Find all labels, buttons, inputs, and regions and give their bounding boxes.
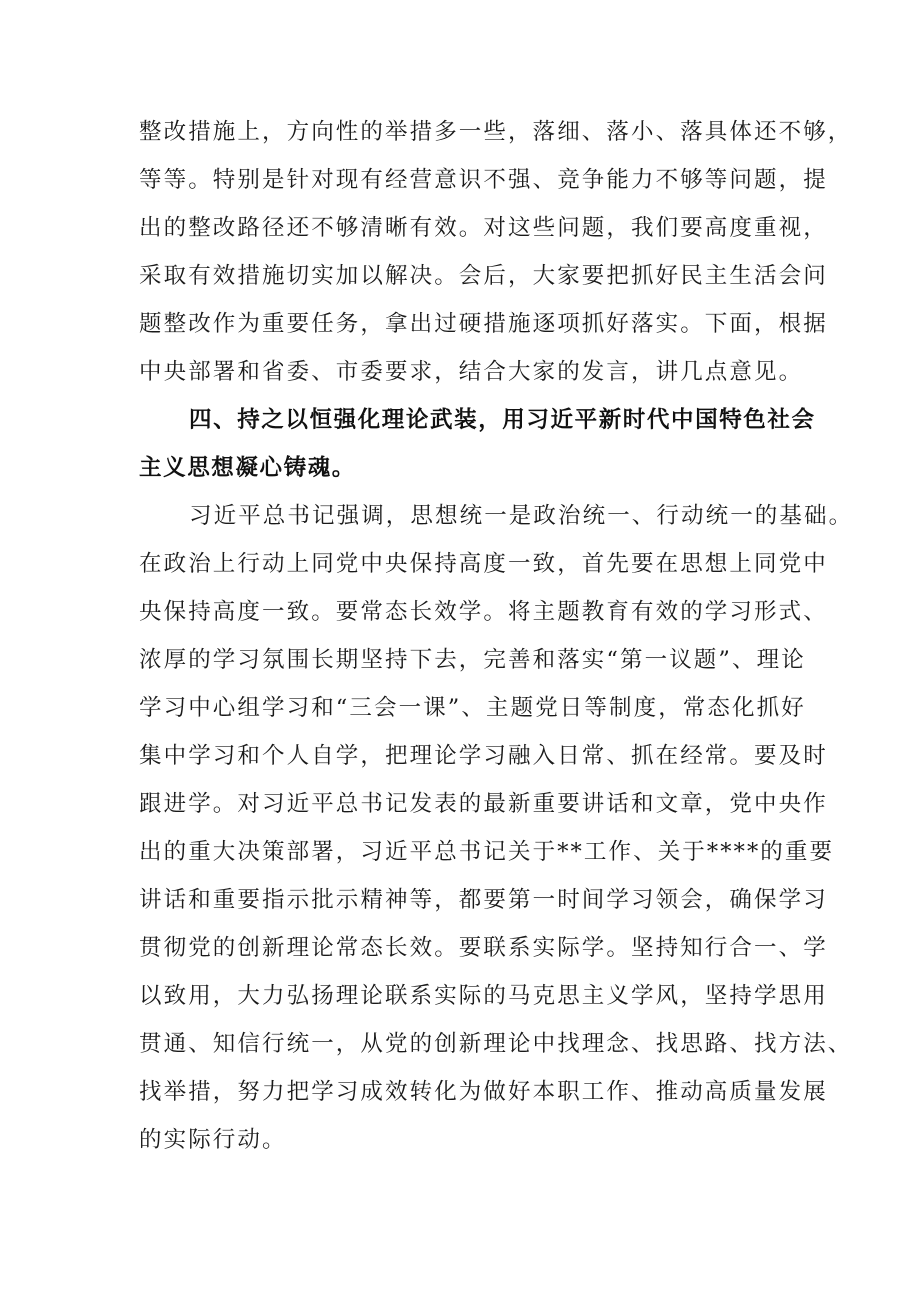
paragraph-line: 浓厚的学习氛围长期坚持下去，完善和落实“第一议题”、理论 <box>139 647 806 673</box>
paragraph-line: 出的重大决策部署，习近平总书记关于**工作、关于****的重要 <box>139 839 835 865</box>
paragraph-line: 题整改作为重要任务，拿出过硬措施逐项抓好落实。下面，根据 <box>139 311 828 337</box>
heading-line: 主义思想凝心铸魂。 <box>139 455 356 481</box>
paragraph-line: 中央部署和省委、市委要求，结合大家的发言，讲几点意见。 <box>139 359 804 385</box>
paragraph-line: 等等。特别是针对现有经营意识不强、竞争能力不够等问题，提 <box>139 167 828 193</box>
paragraph-line: 贯彻党的创新理论常态长效。要联系实际学。坚持知行合一、学 <box>139 935 828 961</box>
paragraph-line: 集中学习和个人自学，把理论学习融入日常、抓在经常。要及时 <box>139 743 828 769</box>
paragraph-intro <box>139 108 853 396</box>
paragraph-line: 跟进学。对习近平总书记发表的最新重要讲话和文章，党中央作 <box>139 791 828 817</box>
paragraph-line: 贯通、知信行统一，从党的创新理论中找理念、找思路、找方法、 <box>139 1031 853 1057</box>
paragraph-line: 采取有效措施切实加以解决。会后，大家要把抓好民主生活会问 <box>139 263 828 289</box>
paragraph-line: 出的整改路径还不够清晰有效。对这些问题，我们要高度重视， <box>139 215 828 241</box>
paragraph-line: 整改措施上，方向性的举措多一些，落细、落小、落具体还不够， <box>139 119 853 145</box>
paragraph-line: 讲话和重要指示批示精神等，都要第一时间学习领会，确保学习 <box>139 887 828 913</box>
paragraph-line: 找举措，努力把学习成效转化为做好本职工作、推动高质量发展 <box>139 1079 828 1105</box>
paragraph-line: 在政治上行动上同党中央保持高度一致，首先要在思想上同党中 <box>139 551 828 577</box>
paragraph-line: 习近平总书记强调，思想统一是政治统一、行动统一的基础。 <box>189 503 854 529</box>
paragraph-line: 学习中心组学习和“三会一课”、主题党日等制度，常态化抓好 <box>139 695 806 721</box>
section-heading <box>139 396 816 492</box>
paragraph-line: 以致用，大力弘扬理论联系实际的马克思主义学风，坚持学思用 <box>139 983 828 1009</box>
paragraph-line: 的实际行动。 <box>139 1127 287 1153</box>
paragraph-line: 央保持高度一致。要常态长效学。将主题教育有效的学习形式、 <box>139 599 828 625</box>
heading-line: 四、持之以恒强化理论武装，用习近平新时代中国特色社会 <box>189 407 816 433</box>
paragraph-theory <box>139 492 854 1164</box>
